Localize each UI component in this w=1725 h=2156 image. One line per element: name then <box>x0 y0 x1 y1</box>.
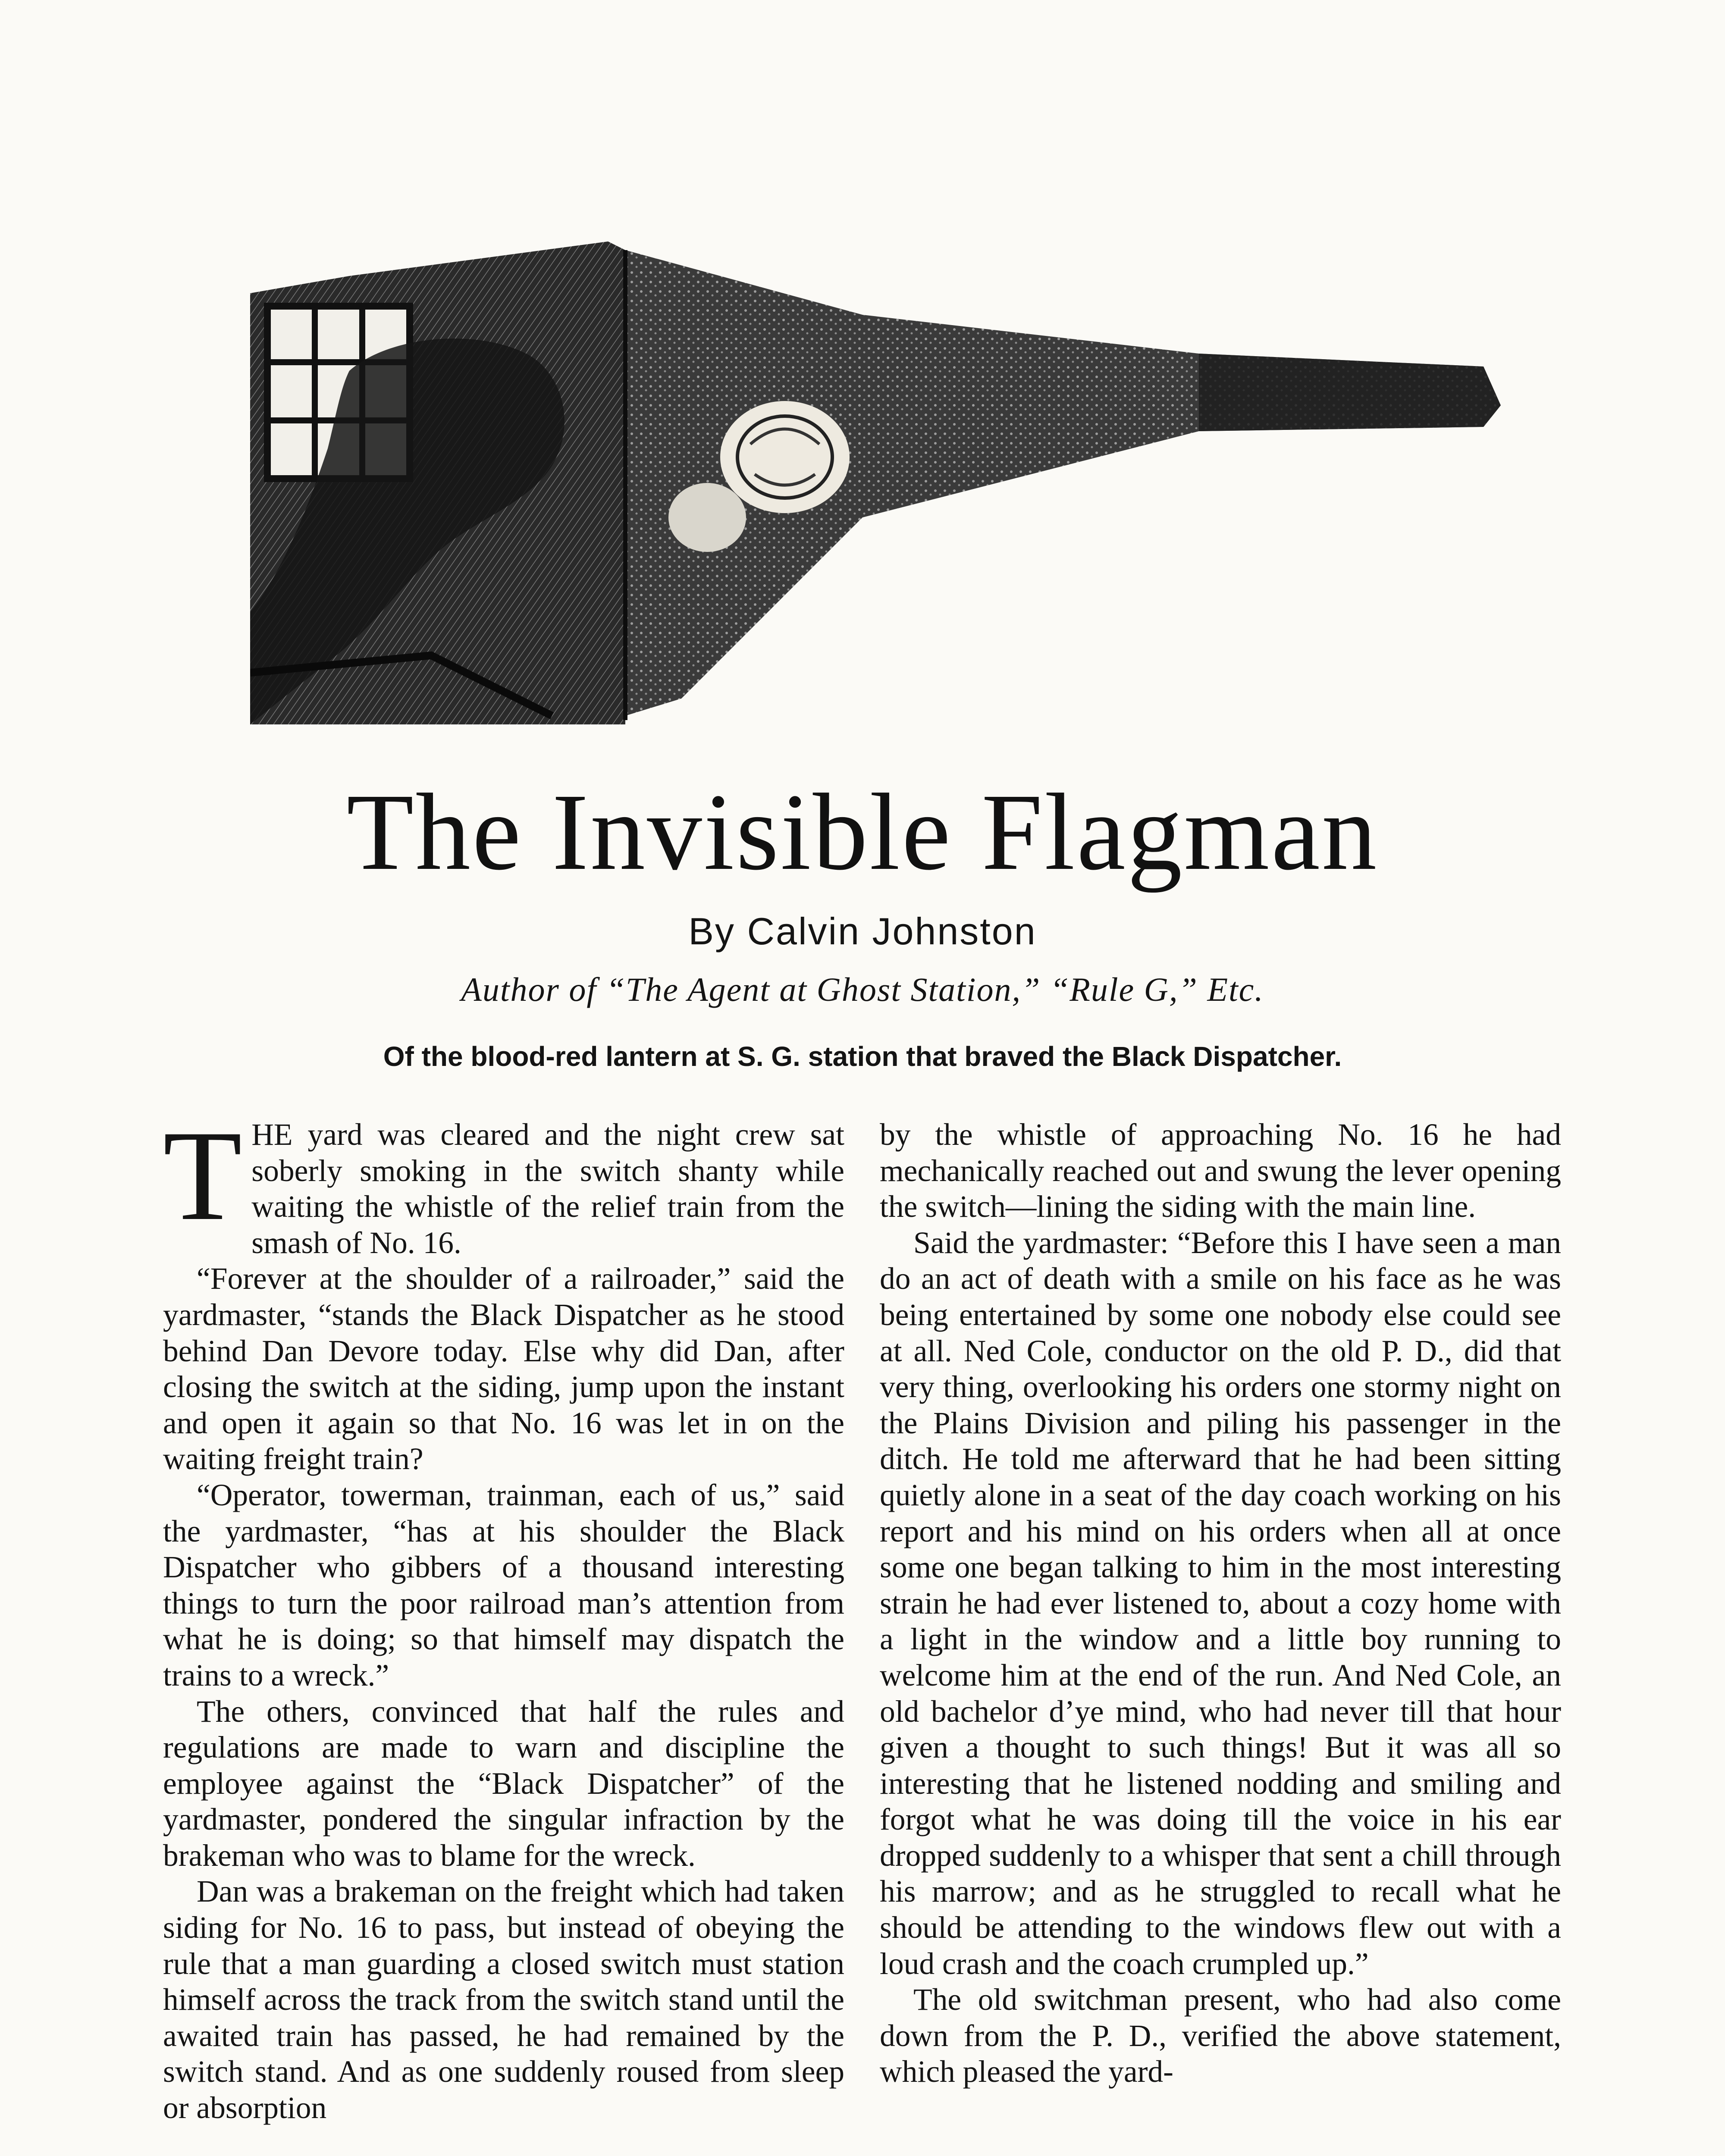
right-column <box>880 1117 1561 2090</box>
paragraph: by the whistle of approaching No. 16 he had mechanically reached out and swung the lever opening the switch—lining the siding with the main line. <box>880 1118 1561 1224</box>
drop-cap: T <box>163 1104 242 1247</box>
paragraph: “Forever at the shoulder of a railroader,” said the yardmaster, “stands the Black Dispatcher as he stood behind Dan Devore today. Else why did Dan, after closing the switch at the siding, jump upon the instant and open it again so that No. 16 was let in on the waiting freight train? <box>163 1262 844 1476</box>
article-tagline: Of the blood-red lantern at S. G. station that braved the Black Dispatcher. <box>383 1041 1342 1072</box>
paragraph: Said the yardmaster: “Before this I have seen a man do an act of death with a smile on his face as he was being entertained by some one nobody else could see at all. Ned Cole, conductor on the old P. D., did that very thing, overlooking his orders one stormy night on the Plains Division and piling his passenger in the ditch. He told me afterward that he had been sitting quietly alone in a seat of the day coach working on his report and his mind on his orders when all at once some one began talking to him in the most interesting strain he had ever listened to, about a cozy home with a light in the window and a little boy running to welcome him at the end of the run. And Ned Cole, an old bachelor d’ye mind, who had never till that hour given a thought to such things! But it was all so interesting that he listened nodding and smiling and forgot what he was doing till the voice in his ear dropped suddenly to a whisper that sent a chill through his marrow; and as he struggled to recall what he should be attending to the windows flew out with a loud crash and the coach crumpled up.” <box>880 1225 1561 1981</box>
article-title: The Invisible Flagman <box>346 771 1379 893</box>
byline: By Calvin Johnston <box>688 910 1037 953</box>
paragraph: Dan was a brakeman on the freight which had taken siding for No. 16 to pass, but instead of obeying the rule that a man guarding a closed switch must station himself across the track from the switch stand until the awaited train has passed, he had remained by the switch stand. And as one suddenly roused from sleep or absorption <box>163 1874 844 2125</box>
paragraph: The others, convinced that half the rules and regulations are made to warn and discipline the employee against the “Black Dispatcher” of the yardmaster, pondered the singular infraction by the brakeman who was to blame for the wreck. <box>163 1694 844 1873</box>
author-credits: Author of “The Agent at Ghost Station,” “Rule G,” Etc. <box>461 971 1264 1008</box>
paragraph-text: HE yard was cleared and the night crew sat soberly smoking in the switch shanty while waiting the whistle of the relief train from the smash of No. 16. <box>251 1118 844 1260</box>
switch-shanty-lantern-illustration <box>250 241 1501 724</box>
paragraph: “Operator, towerman, trainman, each of us,” said the yardmaster, “has at his shoulder the Black Dispatcher who gibbers of a thousand interesting things to turn the poor railroad man’s attention from what he is doing; so that himself may dispatch the trains to a wreck.” <box>163 1478 844 1692</box>
paragraph <box>163 1104 844 1261</box>
left-column <box>163 1104 844 2126</box>
paragraph: The old switchman present, who had also come down from the P. D., verified the above statement, which pleased the yard- <box>880 1983 1561 2089</box>
